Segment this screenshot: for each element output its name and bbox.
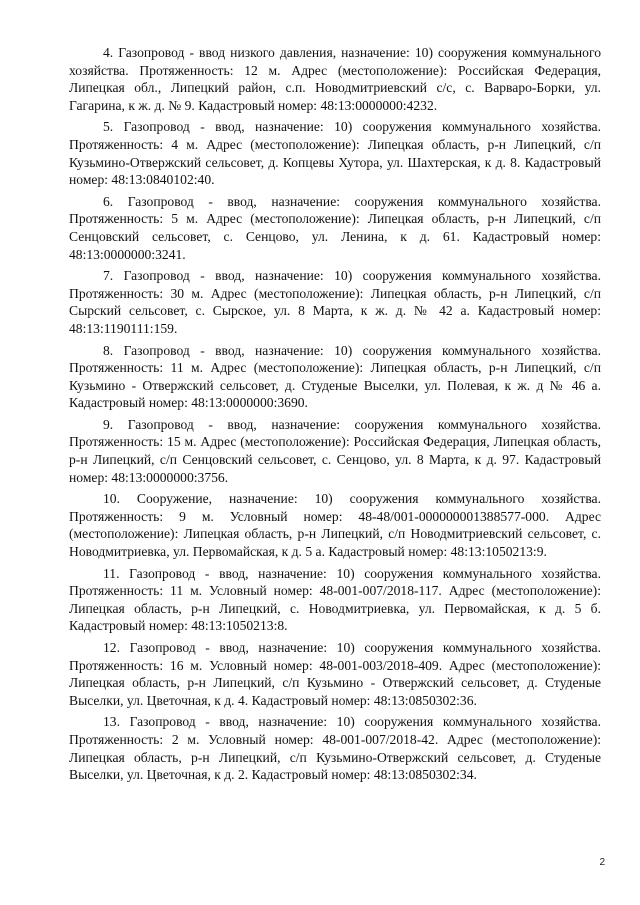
paragraph-item-8: 8. Газопровод - ввод, назначение: 10) сооружения коммунального хозяйства. Протяженность: 11 м. Адрес (местоположение): Липецкая область, р-н Липецкий, с/п Кузьмино - Отвержский сельсовет, д. Студеные Выселки, ул. Полевая, к ж. д № 46 а. Кадастровый номер: 48:13:0000000:3690.: [69, 342, 601, 411]
paragraph-item-6: 6. Газопровод - ввод, назначение: сооружения коммунального хозяйства. Протяженность: 5 м. Адрес (местоположение): Липецкая область, р-н Липецкий, с/п Сенцовский сельсовет, с. Сенцово, ул. Ленина, к д. 61. Кадастровый номер: 48:13:0000000:3241.: [69, 193, 601, 262]
paragraph-item-10: 10. Сооружение, назначение: 10) сооружения коммунального хозяйства. Протяженность: 9 м. Условный номер: 48-48/001-000000001388577-000. Адрес (местоположение): Липецкая область, р-н Липецкий, с/п Новодмитриевский сельсовет, с. Новодмитриевка, ул. Первомайская, к д. 5 а. Кадастровый номер: 48:13:1050213:9.: [69, 491, 601, 560]
document-body: [69, 44, 601, 788]
paragraph-item-13: 13. Газопровод - ввод, назначение: 10) сооружения коммунального хозяйства. Протяженность: 2 м. Условный номер: 48-001-007/2018-42. Адрес (местоположение): Липецкая область, р-н Липецкий, с/п Кузьмино-Отвержский сельсовет, д. Студеные Выселки, ул. Цветочная, к д. 2. Кадастровый номер: 48:13:0850302:34.: [69, 714, 601, 783]
page-number: 2: [599, 857, 605, 868]
paragraph-item-11: 11. Газопровод - ввод, назначение: 10) сооружения коммунального хозяйства. Протяженность: 11 м. Условный номер: 48-001-007/2018-117. Адрес (местоположение): Липецкая область, р-н Липецкий, с. Новодмитриевка, ул. Первомайская, к д. 5 б. Кадастровый номер: 48:13:1050213:8.: [69, 565, 601, 634]
paragraph-item-5: 5. Газопровод - ввод, назначение: 10) сооружения коммунального хозяйства. Протяженность: 4 м. Адрес (местоположение): Липецкая область, р-н Липецкий, с/п Кузьмино-Отвержский сельсовет, д. Копцевы Хутора, ул. Шахтерская, к д. 8. Кадастровый номер: 48:13:0840102:40.: [69, 119, 601, 188]
paragraph-item-9: 9. Газопровод - ввод, назначение: сооружения коммунального хозяйства. Протяженность: 15 м. Адрес (местоположение): Российская Федерация, Липецкая область, р-н Липецкий, с/п Сенцовский сельсовет, с. Сенцово, ул. 8 Марта, к д. 97. Кадастровый номер: 48:13:0000000:3756.: [69, 416, 601, 485]
paragraph-item-12: 12. Газопровод - ввод, назначение: 10) сооружения коммунального хозяйства. Протяженность: 16 м. Условный номер: 48-001-003/2018-409. Адрес (местоположение): Липецкая область, р-н Липецкий, с/п Кузьмино - Отвержский сельсовет, д. Студеные Выселки, ул. Цветочная, к д. 4. Кадастровый номер: 48:13:0850302:36.: [69, 640, 601, 708]
paragraph-item-4: 4. Газопровод - ввод низкого давления, назначение: 10) сооружения коммунального хозяйства. Протяженность: 12 м. Адрес (местоположение): Российская Федерация, Липецкая обл., Липецкий район, с.п. Новодмитриевский с/с, с. Варваро-Борки, ул. Гагарина, к ж. д. № 9. Кадастровый номер: 48:13:0000000:4232.: [69, 45, 601, 113]
paragraph-item-7: 7. Газопровод - ввод, назначение: 10) сооружения коммунального хозяйства. Протяженность: 30 м. Адрес (местоположение): Липецкая область, р-н Липецкий, с/п Сырский сельсовет, с. Сырское, ул. 8 Марта, к ж. д. № 42 а. Кадастровый номер: 48:13:1190111:159.: [69, 268, 601, 336]
